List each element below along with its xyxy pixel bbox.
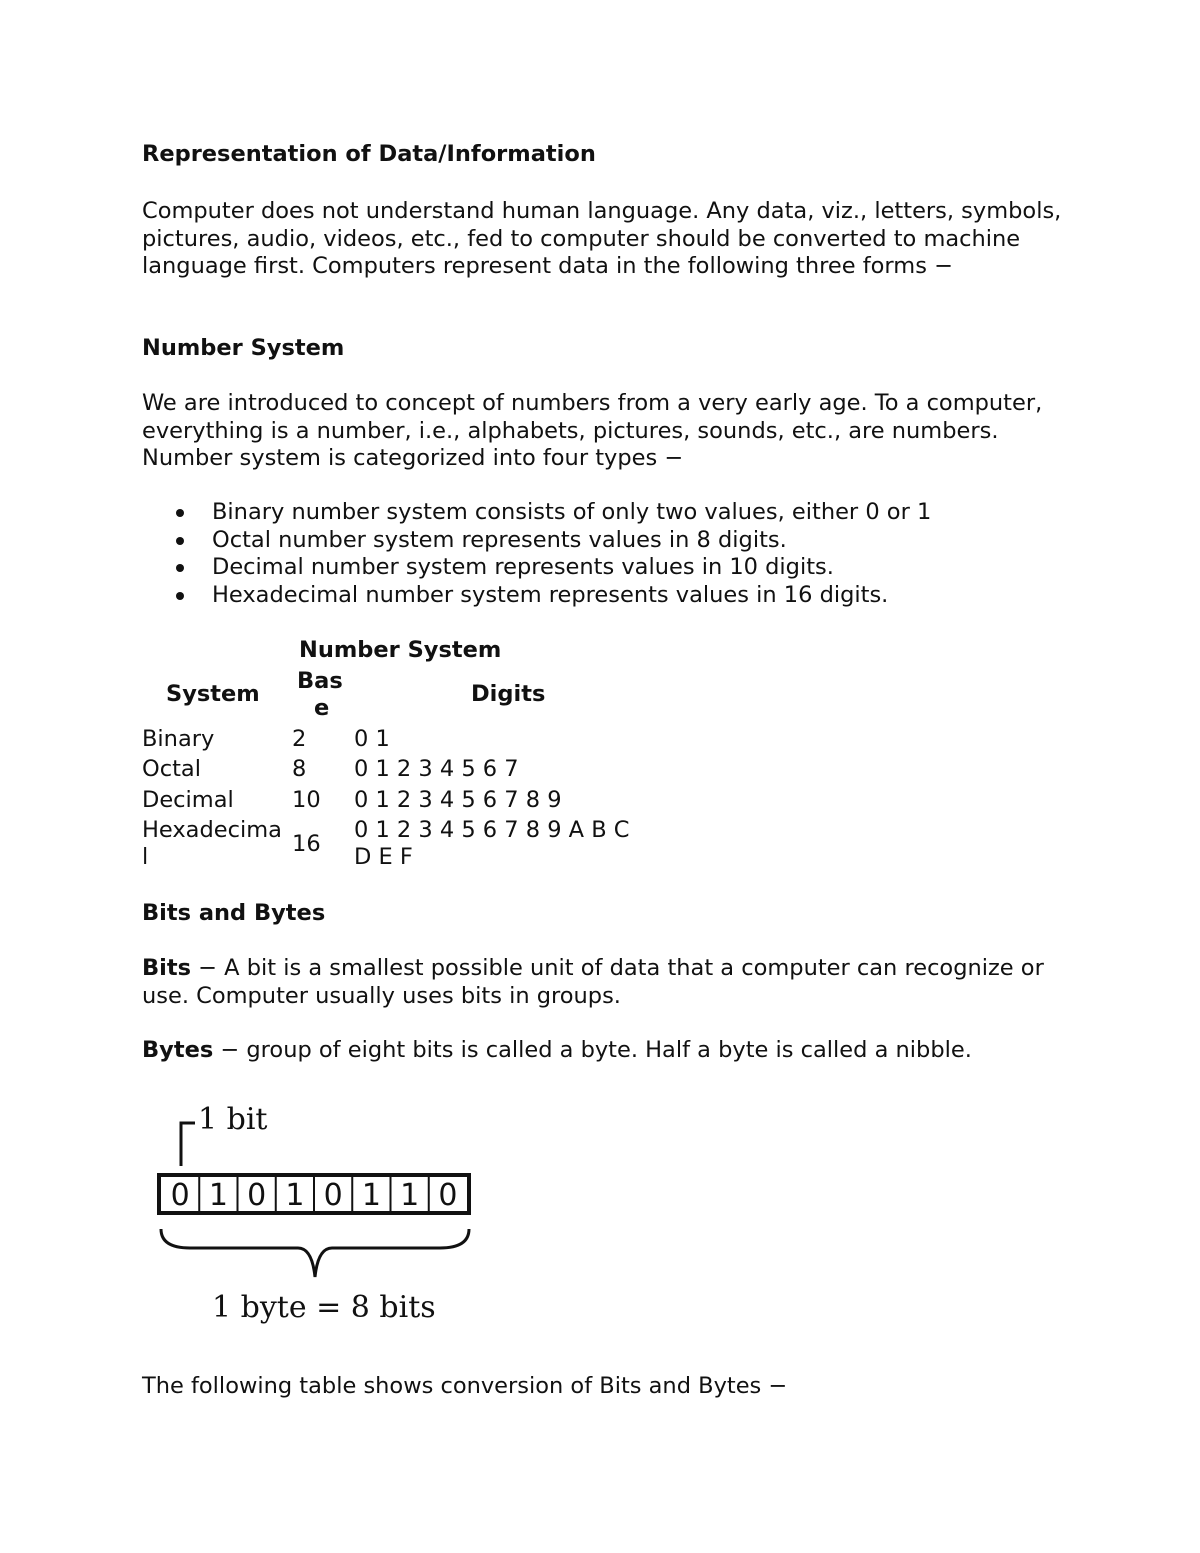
list-item: Octal number system represents values in 8 digits. (142, 527, 1062, 555)
table-cell-digits: 0 1 2 3 4 5 6 7 8 9 (354, 787, 562, 813)
table-cell-system-wrap: l (142, 844, 149, 870)
bit-value: 1 (400, 1178, 420, 1213)
list-item: Decimal number system represents values in 10 digits. (142, 554, 1062, 582)
bit-cells (171, 1177, 458, 1213)
bit-value: 0 (247, 1178, 267, 1213)
table-cell-digits: 0 1 2 3 4 5 6 7 (354, 756, 519, 782)
table-header-digits: Digits (471, 681, 546, 707)
byte-label: 1 byte = 8 bits (212, 1290, 436, 1325)
table-cell-system: Octal (142, 756, 201, 782)
number-system-paragraph: We are introduced to concept of numbers from a very early age. To a computer, everything is a number, i.e., alphabets, pictures, sounds, etc., are numbers. Number system is categorized into four types − (142, 390, 1043, 471)
bit-value: 0 (323, 1178, 343, 1213)
table-cell-system: Binary (142, 726, 215, 752)
page-title: Representation of Data/Information (142, 141, 596, 167)
table-cell-digits: 0 1 2 3 4 5 6 7 8 9 A B C (354, 817, 630, 843)
bits-paragraph (142, 955, 1062, 1010)
bit-value: 1 (208, 1178, 228, 1213)
bytes-term: Bytes (142, 1037, 214, 1063)
bits-bytes-heading: Bits and Bytes (142, 900, 326, 926)
table-cell-system: Hexadecima (142, 817, 282, 843)
table-cell-digits-wrap: D E F (354, 844, 413, 870)
byte-brace (161, 1229, 469, 1277)
table-header-base: Bas (297, 668, 343, 694)
table-cell-digits: 0 1 (354, 726, 390, 752)
bits-definition: − A bit is a smallest possible unit of data that a computer can recognize or use. Computer usually uses bits in groups. (142, 955, 1044, 1009)
table-cell-base: 10 (292, 787, 321, 813)
list-item: Binary number system consists of only two values, either 0 or 1 (142, 499, 1062, 527)
bit-label: 1 bit (198, 1102, 268, 1137)
bytes-definition: − group of eight bits is called a byte. Half a byte is called a nibble. (213, 1037, 972, 1063)
intro-paragraph: Computer does not understand human language. Any data, viz., letters, symbols, pictures, audio, videos, etc., fed to computer should be converted to machine language first. Computers represent data in the following three forms − (142, 198, 1062, 279)
table-cell-system: Decimal (142, 787, 234, 813)
table-cell-base: 2 (292, 726, 307, 752)
number-system-list (142, 499, 1062, 609)
table-cell-base: 8 (292, 756, 307, 782)
bytes-paragraph (142, 1037, 1062, 1065)
number-system-heading: Number System (142, 335, 345, 361)
bit-value: 1 (285, 1178, 305, 1213)
bit-value: 0 (438, 1178, 458, 1213)
bit-value: 0 (170, 1178, 190, 1213)
list-item: Hexadecimal number system represents values in 16 digits. (142, 582, 1062, 610)
table-header-base-wrap: e (314, 695, 330, 721)
conversion-intro: The following table shows conversion of Bits and Bytes − (142, 1373, 788, 1399)
bit-pointer (181, 1123, 195, 1166)
table-header-system: System (166, 681, 260, 707)
bit-value: 1 (361, 1178, 381, 1213)
table-cell-base: 16 (292, 831, 321, 857)
bits-term: Bits (142, 955, 192, 981)
table-caption: Number System (299, 637, 502, 663)
